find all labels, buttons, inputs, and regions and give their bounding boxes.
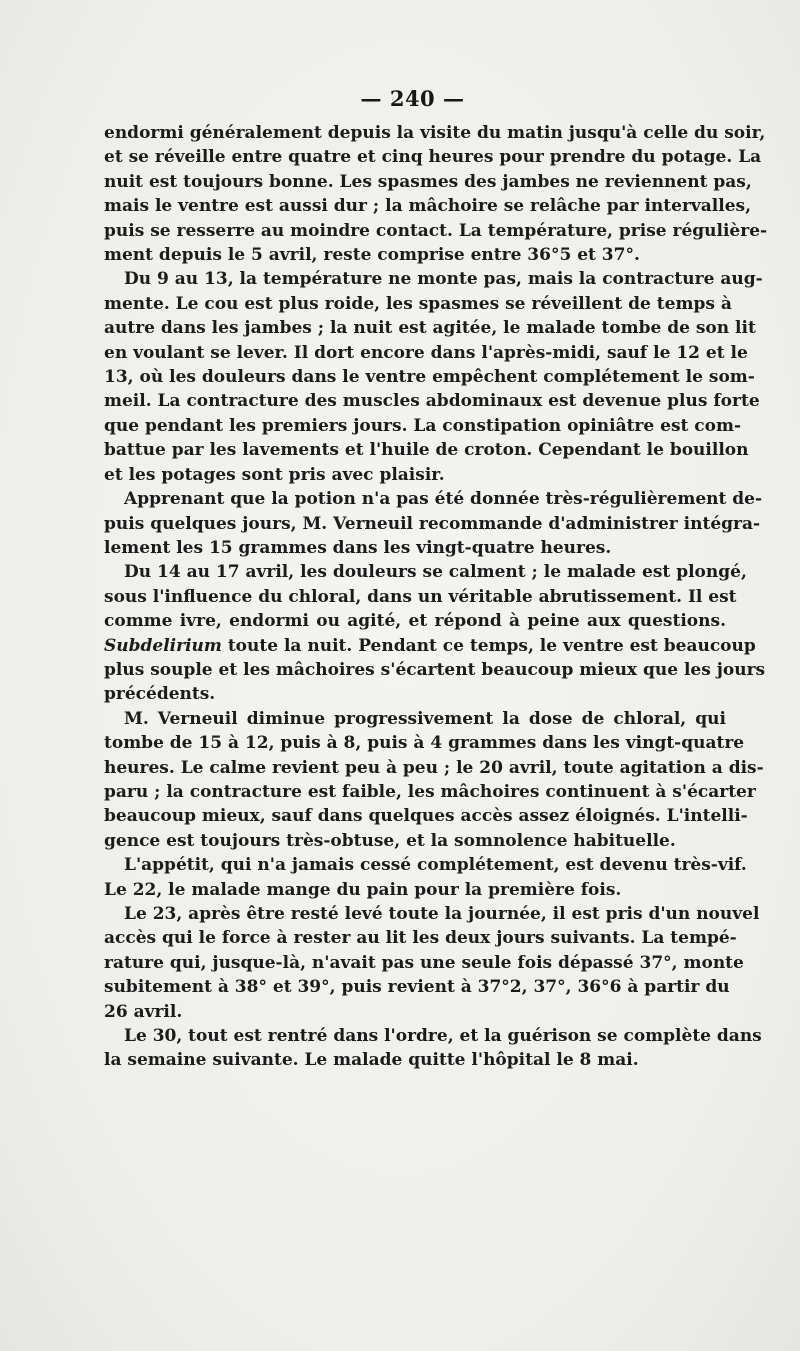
text-line: que pendant les premiers jours. La constipation opiniâtre est com-: [104, 415, 742, 436]
text-line: accès qui le force à rester au lit les deux jours suivants. La tempé-: [104, 928, 737, 949]
text-line: précédents.: [104, 684, 216, 705]
text-line: beaucoup mieux, sauf dans quelques accès assez éloignés. L'intelli-: [104, 806, 748, 827]
text-line: Subdelirium toute la nuit. Pendant ce temps, le ventre est beaucoup: [104, 635, 756, 656]
text-line: en voulant se lever. Il dort encore dans l'après-midi, sauf le 12 et le: [104, 342, 748, 363]
paragraph: [104, 560, 766, 706]
text-line: puis se resserre au moindre contact. La température, prise régulière-: [104, 220, 768, 241]
text-line: mais le ventre est aussi dur ; la mâchoire se relâche par intervalles,: [104, 196, 752, 217]
text-line: heures. Le calme revient peu à peu ; le 20 avril, toute agitation a dis-: [104, 757, 764, 778]
text-line: nuit est toujours bonne. Les spasmes des jambes ne reviennent pas,: [104, 171, 752, 192]
text-line: sous l'influence du chloral, dans un véritable abrutissement. Il est: [104, 586, 737, 607]
text-line: comme ivre, endormi ou agité, et répond à peine aux questions.: [104, 611, 726, 632]
text-line: 13, où les douleurs dans le ventre empêchent complétement le som-: [104, 367, 755, 388]
text-line: gence est toujours très-obtuse, et la somnolence habituelle.: [104, 830, 676, 851]
text-line: autre dans les jambes ; la nuit est agitée, le malade tombe de son lit: [104, 318, 756, 339]
text-line: ment depuis le 5 avril, reste comprise entre 36°5 et 37°.: [104, 245, 640, 266]
paragraph: [104, 487, 763, 560]
text-line: puis quelques jours, M. Verneuil recommande d'administrer intégra-: [104, 513, 761, 534]
text-line: Le 22, le malade mange du pain pour la première fois.: [104, 879, 622, 900]
text-line: paru ; la contracture est faible, les mâchoires continuent à s'écarter: [104, 781, 756, 802]
page-number: — 240 —: [360, 86, 465, 111]
text-line: lement les 15 grammes dans les vingt-quatre heures.: [104, 537, 612, 558]
text-line: Du 9 au 13, la température ne monte pas, mais la contracture aug-: [124, 269, 763, 290]
text-line: Le 23, après être resté levé toute la journée, il est pris d'un nouvel: [124, 904, 760, 924]
text-line: et les potages sont pris avec plaisir.: [104, 464, 445, 485]
text-line: meil. La contracture des muscles abdominaux est devenue plus forte: [104, 391, 760, 412]
paragraph: [104, 121, 768, 267]
body-text: [104, 121, 768, 1073]
text-line: Du 14 au 17 avril, les douleurs se calment ; le malade est plongé,: [124, 562, 747, 583]
paragraph: [104, 267, 763, 487]
text-line: endormi généralement depuis la visite du matin jusqu'à celle du soir,: [104, 123, 766, 143]
text-line: L'appétit, qui n'a jamais cessé complétement, est devenu très-vif.: [124, 855, 747, 876]
text-line: plus souple et les mâchoires s'écartent beaucoup mieux que les jours: [104, 659, 766, 680]
text-line: Le 30, tout est rentré dans l'ordre, et la guérison se complète dans: [124, 1026, 762, 1047]
text-line: tombe de 15 à 12, puis à 8, puis à 4 grammes dans les vingt-quatre: [104, 733, 745, 754]
text-line: subitement à 38° et 39°, puis revient à 37°2, 37°, 36°6 à partir du: [104, 977, 730, 998]
paragraph: [104, 707, 764, 853]
text-line: et se réveille entre quatre et cinq heures pour prendre du potage. La: [104, 147, 762, 168]
text-line: la semaine suivante. Le malade quitte l'hôpital le 8 mai.: [104, 1050, 639, 1071]
text-line: mente. Le cou est plus roide, les spasmes se réveillent de temps à: [104, 293, 732, 314]
paragraph: [104, 1024, 762, 1073]
text-line: Apprenant que la potion n'a pas été donnée très-régulièrement de-: [124, 489, 763, 510]
text-line: M. Verneuil diminue progressivement la dose de chloral, qui: [124, 708, 726, 729]
paragraph: [104, 902, 760, 1024]
text-line: rature qui, jusque-là, n'avait pas une seule fois dépassé 37°, monte: [104, 952, 744, 973]
text-line: 26 avril.: [104, 1001, 183, 1022]
text-line: battue par les lavements et l'huile de croton. Cependant le bouillon: [104, 440, 749, 461]
paragraph: [104, 853, 747, 902]
